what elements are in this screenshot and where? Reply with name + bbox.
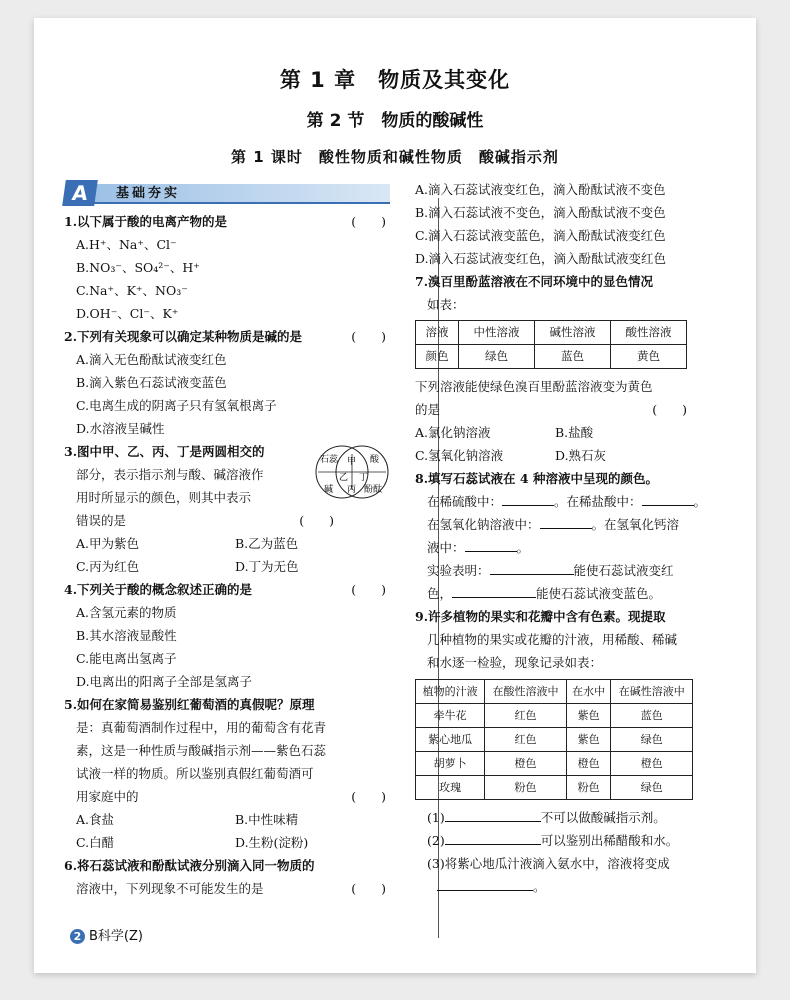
question-5 [64,693,394,854]
q7-line-4: 的是 [415,402,441,417]
answer-paren[interactable]: ( ) [351,214,386,229]
venn-label-yi: 乙 [339,473,349,483]
answer-paren[interactable]: ( ) [351,329,386,344]
q3-option-c[interactable]: C.丙为红色 [76,559,140,574]
page-footer [70,925,143,944]
q4-option-c[interactable]: C.能电离出氢离子 [76,651,177,666]
table-header-cell: 酸性溶液 [610,321,686,345]
q1-option-a[interactable]: A.H⁺、Na⁺、Cl⁻ [76,237,177,252]
question-9 [415,605,695,898]
table-header-row [416,680,693,704]
left-column [64,178,394,900]
venn-label-ding: 丁 [359,473,369,483]
table-cell: 橙色 [566,752,611,776]
table-header-cell: 在水中 [566,680,611,704]
q4-option-d[interactable]: D.电离出的阳离子全部是氢离子 [76,674,253,689]
table-cell: 绿色 [459,345,535,369]
footer-label: B科学(Z) [89,929,143,944]
q7-option-a[interactable]: A.氯化钠溶液 [415,425,491,440]
table-header-cell: 中性溶液 [459,321,535,345]
q8-label-color: 色， [427,586,453,601]
q3-option-d[interactable]: D.丁为无色 [235,559,299,574]
answer-paren[interactable]: ( ) [351,789,386,804]
venn-label-jian: 碱 [324,485,334,495]
q3-line-4: 错误的是 [76,513,127,528]
q9-line-1: 9.许多植物的果实和花瓣中含有色素。现提取 [415,609,666,624]
q6-line-1: 6.将石蕊试液和酚酞试液分别滴入同一物质的 [64,858,315,873]
q2-option-d[interactable]: D.水溶液呈碱性 [76,421,165,436]
chapter-title: 第 1 章 物质及其变化 [279,68,511,92]
table-header-cell: 在碱性溶液中 [611,680,693,704]
table-cell: 红色 [485,728,567,752]
blank-naoh[interactable] [540,514,592,529]
venn-diagram [314,440,390,510]
q8-label-sulfuric: 在稀硫酸中： [427,494,503,509]
table-cell: 玫瑰 [416,776,485,800]
blank-red-agent[interactable] [490,560,574,575]
q2-stem: 2.下列有关现象可以确定某种物质是碱的是 [64,329,303,344]
blank-distinguish[interactable] [445,830,541,845]
table-cell: 牵牛花 [416,704,485,728]
blank-caoh[interactable] [465,537,517,552]
q9-line-3: 和水逐一检验，现象记录如表： [427,655,603,670]
q9-sub-2-text: 可以鉴别出稀醋酸和水。 [540,833,679,848]
q6-option-b[interactable]: B.滴入石蕊试液不变色，滴入酚酞试液不变色 [415,205,666,220]
blank-hydrochloric[interactable] [642,491,694,506]
q8-label-caoh: 。在氢氧化钙溶 [591,517,680,532]
q7-option-b[interactable]: B.盐酸 [555,425,594,440]
answer-paren[interactable]: ( ) [652,402,687,417]
q4-option-b[interactable]: B.其水溶液显酸性 [76,628,177,643]
q6-option-a[interactable]: A.滴入石蕊试液变红色，滴入酚酞试液不变色 [415,182,666,197]
table-cell: 颜色 [416,345,459,369]
answer-paren[interactable]: ( ) [351,881,386,896]
q7-line-2: 如表： [427,297,465,312]
q8-label-hydrochloric: 。在稀盐酸中： [554,494,642,509]
table-cell: 橙色 [485,752,567,776]
blank-sulfuric[interactable] [502,491,554,506]
q3-line-1: 3.图中甲、乙、丙、丁是两圆相交的 [64,444,265,459]
q5-line-2: 是：真葡萄酒制作过程中，用的葡萄含有花青 [76,720,327,735]
question-2 [64,325,394,440]
table-row [416,752,693,776]
venn-label-suan: 酸 [370,455,380,465]
answer-paren[interactable]: ( ) [351,582,386,597]
question-6 [64,854,394,900]
venn-label-fenzhi: 酚酞 [364,485,383,495]
section-header [64,178,394,208]
q9-sub-1-num: (1) [427,810,445,825]
q9-line-2: 几种植物的果实或花瓣的汁液，用稀酸、稀碱 [427,632,678,647]
section-badge: A [62,180,98,206]
table-row [416,704,693,728]
table-cell: 粉色 [566,776,611,800]
table-row [416,728,693,752]
venn-label-jia: 甲 [347,457,357,467]
question-1 [64,210,394,325]
table-cell: 绿色 [611,728,693,752]
q2-option-c[interactable]: C.电离生成的阴离子只有氢氧根离子 [76,398,277,413]
q3-line-3: 用时所显示的颜色，则其中表示 [76,490,252,505]
q1-option-b[interactable]: B.NO₃⁻、SO₄²⁻、H⁺ [76,260,200,275]
table-cell: 红色 [485,704,567,728]
section-label: 基础夯实 [116,186,181,201]
q5-option-b[interactable]: B.中性味精 [235,812,299,827]
q5-option-c[interactable]: C.白醋 [76,835,115,850]
q5-option-d[interactable]: D.生粉(淀粉) [235,835,309,850]
q5-line-5: 用家庭中的 [76,789,139,804]
table-cell: 绿色 [611,776,693,800]
q3-line-2: 部分，表示指示剂与酸、碱溶液作 [76,467,264,482]
q3-option-b[interactable]: B.乙为蓝色 [235,536,299,551]
q1-option-c[interactable]: C.Na⁺、K⁺、NO₃⁻ [76,283,188,298]
question-6-options [415,178,695,270]
indicator-color-table [415,320,687,369]
q8-label-solution: 液中： [427,540,465,555]
section-title: 第 2 节 物质的酸碱性 [306,111,484,131]
table-header-cell: 碱性溶液 [535,321,611,345]
period: 。 [533,879,546,894]
table-header-cell: 植物的汁液 [416,680,485,704]
blank-not-indicator[interactable] [445,807,541,822]
question-4 [64,578,394,693]
q7-option-d[interactable]: D.熟石灰 [555,448,607,463]
q6-option-c[interactable]: C.滴入石蕊试液变蓝色，滴入酚酞试液变红色 [415,228,666,243]
table-cell: 橙色 [611,752,693,776]
answer-paren[interactable]: ( ) [299,513,334,528]
plant-juice-table [415,679,693,800]
right-column [415,178,707,898]
q8-label-turns-blue: 能使石蕊试液变蓝色。 [536,586,662,601]
q5-option-a[interactable]: A.食盐 [76,812,115,827]
q5-line-4: 试液一样的物质。所以鉴别真假红葡萄酒可 [76,766,314,781]
table-header-cell: 溶液 [416,321,459,345]
q9-sub-2-num: (2) [427,833,445,848]
venn-label-shirui: 石蕊 [320,455,339,465]
table-cell: 粉色 [485,776,567,800]
q2-option-a[interactable]: A.滴入无色酚酞试液变红色 [76,352,227,367]
q2-option-b[interactable]: B.滴入紫色石蕊试液变蓝色 [76,375,227,390]
table-header-row [416,321,687,345]
lesson-title: 第 1 课时 酸性物质和碱性物质 酸碱指示剂 [231,148,559,166]
q3-option-a[interactable]: A.甲为紫色 [76,536,140,551]
venn-label-bing: 丙 [347,485,357,495]
q5-line-1: 5.如何在家简易鉴别红葡萄酒的真假呢？原理 [64,697,315,712]
q7-option-c[interactable]: C.氢氧化钠溶液 [415,448,504,463]
blank-blue-agent[interactable] [452,583,536,598]
q4-stem: 4.下列关于酸的概念叙述正确的是 [64,582,253,597]
period: 。 [516,540,530,555]
table-cell: 紫色 [566,728,611,752]
blank-ammonia-color[interactable] [437,876,533,891]
q1-stem: 1.以下属于酸的电离产物的是 [64,214,228,229]
table-row [416,776,693,800]
q5-line-3: 素，这是一种性质与酸碱指示剂——紫色石蕊 [76,743,327,758]
q9-sub-1-text: 不可以做酸碱指示剂。 [540,810,666,825]
q9-sub-3-text: (3)将紫心地瓜汁液滴入氨水中，溶液将变成 [427,856,670,871]
table-cell: 紫色 [566,704,611,728]
q8-label-turns-red: 能使石蕊试液变红 [573,563,674,578]
table-cell: 胡萝卜 [416,752,485,776]
q8-label-naoh: 在氢氧化钠溶液中： [427,517,540,532]
period: 。 [693,494,707,509]
question-8 [415,467,707,605]
q7-line-1: 7.溴百里酚蓝溶液在不同环境中的显色情况 [415,274,654,289]
question-3 [64,440,394,578]
page-number: 2 [70,929,85,944]
q8-line-1: 8.填写石蕊试液在 4 种溶液中呈现的颜色。 [415,471,658,486]
table-cell: 紫心地瓜 [416,728,485,752]
q7-line-3: 下列溶液能使绿色溴百里酚蓝溶液变为黄色 [415,379,653,394]
q4-option-a[interactable]: A.含氢元素的物质 [76,605,177,620]
q6-line-2: 溶液中，下列现象不可能发生的是 [76,881,264,896]
q8-label-experiment: 实验表明： [427,563,490,578]
table-header-cell: 在酸性溶液中 [485,680,567,704]
q1-option-d[interactable]: D.OH⁻、Cl⁻、K⁺ [76,306,179,321]
table-cell: 黄色 [610,345,686,369]
table-row [416,345,687,369]
table-cell: 蓝色 [535,345,611,369]
question-7 [415,270,695,467]
table-cell: 蓝色 [611,704,693,728]
q6-option-d[interactable]: D.滴入石蕊试液变红色，滴入酚酞试液变红色 [415,251,667,266]
